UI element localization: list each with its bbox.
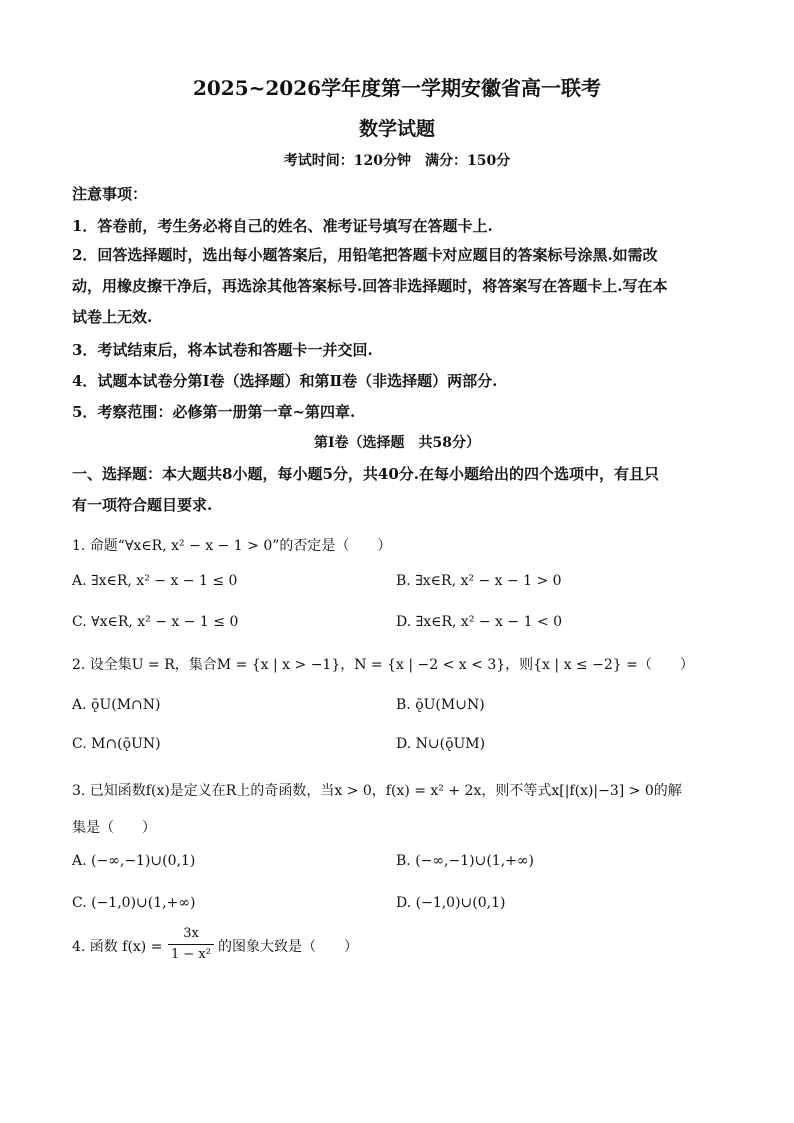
question-1-option-d: D. ∃x∈R, x² − x − 1 < 0 <box>396 614 563 630</box>
question-3-option-b: B. (−∞,−1)∪(1,+∞) <box>396 853 534 869</box>
question-3-option-d: D. (−1,0)∪(0,1) <box>396 895 506 911</box>
note-item: 2．回答选择题时，选出每小题答案后，用铅笔把答题卡对应题目的答案标号涂黑.如需改 <box>72 246 658 264</box>
note-item: 动，用橡皮擦干净后，再选涂其他答案标号.回答非选择题时，将答案写在答题卡上.写在本 <box>72 277 668 295</box>
note-item: 4．试题本试卷分第Ⅰ卷（选择题）和第Ⅱ卷（非选择题）两部分. <box>72 372 498 390</box>
note-item: 3．考试结束后，将本试卷和答题卡一并交回. <box>72 341 373 359</box>
note-item: 5．考察范围：必修第一册第一章~第四章. <box>72 403 356 421</box>
fraction-numerator: 3x <box>183 926 199 941</box>
question-1-option-b: B. ∃x∈R, x² − x − 1 > 0 <box>396 573 562 589</box>
question-1-option-a: A. ∃x∈R, x² − x − 1 ≤ 0 <box>72 573 238 589</box>
question-3-option-a: A. (−∞,−1)∪(0,1) <box>72 853 196 869</box>
question-3-option-c: C. (−1,0)∪(1,+∞) <box>72 895 196 911</box>
note-item: 试卷上无效. <box>72 308 153 326</box>
question-2-option-d: D. N∪(ǭUM) <box>396 736 486 752</box>
section-instruction: 有一项符合题目要求. <box>72 496 213 514</box>
question-2-option-b: B. ǭU(M∪N) <box>396 697 485 713</box>
question-1-option-c: C. ∀x∈R, x² − x − 1 ≤ 0 <box>72 614 239 630</box>
question-2-option-a: A. ǭU(M∩N) <box>72 697 161 713</box>
question-1-stem: 1. 命题“∀x∈R, x² − x − 1 > 0”的否定是（ ） <box>72 538 392 554</box>
exam-info: 考试时间：120分钟 满分：150分 <box>283 153 511 169</box>
section-title: 第Ⅰ卷（选择题 共58分） <box>313 435 481 451</box>
notes-heading: 注意事项： <box>72 185 148 203</box>
question-2-stem: 2. 设全集U = R，集合M = {x | x > −1}，N = {x | −2 < x < 3}，则{x | x ≤ −2} =（ ） <box>72 657 694 673</box>
question-4-stem-prefix: 4. 函数 f(x) = <box>72 939 163 955</box>
subject-title: 数学试题 <box>358 118 435 140</box>
fraction-denominator: 1 − x² <box>171 947 211 962</box>
question-3-stem-cont: 集是（ ） <box>72 820 156 836</box>
question-2-option-c: C. M∩(ǭUN) <box>72 736 161 752</box>
exam-title: 2025~2026学年度第一学期安徽省高一联考 <box>192 76 602 100</box>
question-3-stem: 3. 已知函数f(x)是定义在R上的奇函数，当x > 0，f(x) = x² + 2x，则不等式x[|f(x)|−3] > 0的解 <box>72 783 682 799</box>
note-item: 1．答卷前，考生务必将自己的姓名、准考证号填写在答题卡上. <box>72 217 493 235</box>
section-instruction: 一、选择题：本大题共8小题，每小题5分，共40分.在每小题给出的四个选项中，有且只 <box>72 465 659 483</box>
fraction-bar <box>168 944 214 945</box>
question-4-stem-suffix: 的图象大致是（ ） <box>218 939 358 955</box>
